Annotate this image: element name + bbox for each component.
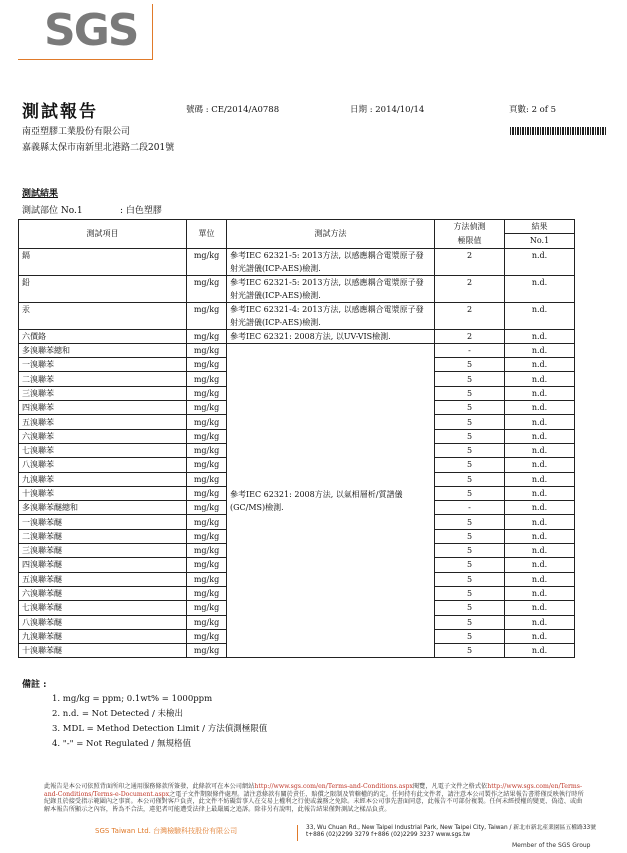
cell-unit: mg/kg xyxy=(187,386,227,400)
sgs-logo: SGS xyxy=(44,5,138,56)
report-title: 測試報告 xyxy=(22,102,98,122)
cell-result: n.d. xyxy=(505,629,575,643)
cell-item: 九溴聯苯 xyxy=(19,472,187,486)
cell-method: 參考IEC 62321-4: 2013方法, 以感應耦合電漿原子發射光譜儀(ICP-AES)檢測. xyxy=(227,302,435,329)
cell-result: n.d. xyxy=(505,358,575,372)
note-item: 1. mg/kg = ppm; 0.1wt% = 1000ppm xyxy=(52,694,213,704)
cell-item: 五溴聯苯醚 xyxy=(19,572,187,586)
cell-item: 六價鉻 xyxy=(19,329,187,343)
cell-mdl: 5 xyxy=(435,544,505,558)
footer-divider xyxy=(297,825,298,841)
member-label: Member of the SGS Group xyxy=(512,842,591,849)
cell-unit: mg/kg xyxy=(187,329,227,343)
cell-result: n.d. xyxy=(505,329,575,343)
table-row xyxy=(19,329,575,343)
cell-mdl: 5 xyxy=(435,615,505,629)
note-item: 4. "-" = Not Regulated / 無規格值 xyxy=(52,739,191,749)
cell-unit: mg/kg xyxy=(187,515,227,529)
header-item: 測試項目 xyxy=(19,220,187,249)
cell-result: n.d. xyxy=(505,615,575,629)
cell-item: 汞 xyxy=(19,302,187,329)
cell-unit: mg/kg xyxy=(187,615,227,629)
cell-mdl: 5 xyxy=(435,458,505,472)
terms-link[interactable]: http://www.sgs.com/en/Terms-and-Conditions.aspx xyxy=(254,783,413,790)
footer-contact-line: t+886 (02)2299 3279 f+886 (02)2299 3237 www.sgs.tw xyxy=(306,832,471,838)
cell-method: 參考IEC 62321: 2008方法, 以UV-VIS檢測. xyxy=(227,329,435,343)
cell-item: 多溴聯苯醚總和 xyxy=(19,501,187,515)
cell-mdl: 5 xyxy=(435,644,505,658)
cell-unit: mg/kg xyxy=(187,586,227,600)
cell-mdl: 2 xyxy=(435,329,505,343)
table-row xyxy=(19,248,575,275)
footer-text: 之電子文件期限條件處理。請注意條款有關於責任、賠償之限制及管轄權的約定。任何持有此文件者，請注意本公司製作之結果報告書將僅反映執行時所紀錄且於接受指示範圍內之事實。本公司僅對客戶負責，此文件不妨礙當事人在交易上權利之行使或義務之免除。未經本公司事先書面同意，此報告不可部份複製。任何未經授權的變更、偽造、或曲解本報告所顯示之內容，皆為不合法，違犯者可能遭受法律上最嚴厲之追訴。除非另有說明，此報告結果僅對測試之樣品負責。 xyxy=(44,790,584,813)
cell-item: 三溴聯苯醚 xyxy=(19,544,187,558)
footer-company: SGS Taiwan Ltd. 台灣檢驗科技股份有限公司 xyxy=(95,827,238,835)
cell-mdl: 5 xyxy=(435,601,505,615)
cell-mdl: 5 xyxy=(435,558,505,572)
cell-item: 七溴聯苯醚 xyxy=(19,601,187,615)
cell-result: n.d. xyxy=(505,572,575,586)
cell-unit: mg/kg xyxy=(187,529,227,543)
cell-result: n.d. xyxy=(505,415,575,429)
note-item: 3. MDL = Method Detection Limit / 方法偵測極限值 xyxy=(52,724,268,734)
cell-result: n.d. xyxy=(505,458,575,472)
cell-result: n.d. xyxy=(505,515,575,529)
cell-item: 七溴聯苯 xyxy=(19,443,187,457)
cell-unit: mg/kg xyxy=(187,644,227,658)
company-name: 南亞塑膠工業股份有限公司 xyxy=(22,127,131,137)
cell-item: 五溴聯苯 xyxy=(19,415,187,429)
header-mdl-sub: 極限值 xyxy=(435,234,505,248)
report-date: 日期 : 2014/10/14 xyxy=(350,105,425,115)
cell-item: 多溴聯苯總和 xyxy=(19,343,187,357)
cell-mdl: 5 xyxy=(435,415,505,429)
page-number: 頁數: 2 of 5 xyxy=(509,105,557,115)
cell-result: n.d. xyxy=(505,343,575,357)
cell-unit: mg/kg xyxy=(187,415,227,429)
footer-text: 閱覽，凡電子文件之格式依 xyxy=(412,783,488,790)
cell-unit: mg/kg xyxy=(187,458,227,472)
cell-mdl: 5 xyxy=(435,629,505,643)
table-row xyxy=(19,275,575,302)
cell-mdl: - xyxy=(435,343,505,357)
cell-mdl: 5 xyxy=(435,443,505,457)
notes-title: 備註 : xyxy=(22,680,47,690)
cell-unit: mg/kg xyxy=(187,544,227,558)
cell-item: 三溴聯苯 xyxy=(19,386,187,400)
cell-mdl: 5 xyxy=(435,472,505,486)
note-item: 2. n.d. = Not Detected / 未檢出 xyxy=(52,709,184,719)
cell-mdl: - xyxy=(435,501,505,515)
cell-result: n.d. xyxy=(505,443,575,457)
cell-method: 參考IEC 62321: 2008方法, 以氣相層析/質譜儀(GC/MS)檢測. xyxy=(227,343,435,658)
cell-item: 八溴聯苯醚 xyxy=(19,615,187,629)
header-result-sub: No.1 xyxy=(505,234,575,248)
cell-unit: mg/kg xyxy=(187,248,227,275)
cell-result: n.d. xyxy=(505,601,575,615)
cell-item: 九溴聯苯醚 xyxy=(19,629,187,643)
cell-mdl: 2 xyxy=(435,275,505,302)
cell-item: 八溴聯苯 xyxy=(19,458,187,472)
cell-item: 鉛 xyxy=(19,275,187,302)
cell-mdl: 5 xyxy=(435,586,505,600)
cell-unit: mg/kg xyxy=(187,343,227,357)
cell-mdl: 5 xyxy=(435,372,505,386)
cell-result: n.d. xyxy=(505,372,575,386)
cell-mdl: 5 xyxy=(435,529,505,543)
cell-mdl: 5 xyxy=(435,572,505,586)
cell-item: 二溴聯苯醚 xyxy=(19,529,187,543)
table-row xyxy=(19,343,575,357)
cell-mdl: 5 xyxy=(435,401,505,415)
results-table xyxy=(18,219,575,658)
header-result: 結果 xyxy=(505,220,575,234)
footer-address xyxy=(306,825,596,839)
cell-unit: mg/kg xyxy=(187,558,227,572)
cell-item: 四溴聯苯醚 xyxy=(19,558,187,572)
cell-mdl: 5 xyxy=(435,386,505,400)
cell-result: n.d. xyxy=(505,429,575,443)
cell-unit: mg/kg xyxy=(187,472,227,486)
notes-section xyxy=(22,677,267,752)
logo-divider-vertical xyxy=(152,4,153,60)
cell-result: n.d. xyxy=(505,401,575,415)
cell-item: 二溴聯苯 xyxy=(19,372,187,386)
cell-result: n.d. xyxy=(505,501,575,515)
cell-item: 一溴聯苯 xyxy=(19,358,187,372)
cell-item: 六溴聯苯醚 xyxy=(19,586,187,600)
cell-result: n.d. xyxy=(505,558,575,572)
cell-item: 一溴聯苯醚 xyxy=(19,515,187,529)
cell-unit: mg/kg xyxy=(187,601,227,615)
cell-mdl: 2 xyxy=(435,302,505,329)
footer-text: 此報告是本公司依照背面所印之通用服務條款所簽發，此條款可在本公司網站 xyxy=(44,783,255,790)
cell-unit: mg/kg xyxy=(187,302,227,329)
section-title: 測試結果 xyxy=(22,189,59,199)
cell-mdl: 2 xyxy=(435,248,505,275)
cell-item: 鎘 xyxy=(19,248,187,275)
cell-result: n.d. xyxy=(505,248,575,275)
cell-result: n.d. xyxy=(505,472,575,486)
cell-result: n.d. xyxy=(505,644,575,658)
part-label: 測試部位 No.1 xyxy=(22,206,83,216)
cell-unit: mg/kg xyxy=(187,429,227,443)
cell-method: 參考IEC 62321-5: 2013方法, 以感應耦合電漿原子發射光譜儀(ICP-AES)檢測. xyxy=(227,275,435,302)
cell-unit: mg/kg xyxy=(187,358,227,372)
table-row xyxy=(19,302,575,329)
header-unit: 單位 xyxy=(187,220,227,249)
barcode-image xyxy=(510,127,606,135)
cell-unit: mg/kg xyxy=(187,486,227,500)
header-mdl: 方法偵測 xyxy=(435,220,505,234)
cell-mdl: 5 xyxy=(435,515,505,529)
cell-result: n.d. xyxy=(505,275,575,302)
cell-result: n.d. xyxy=(505,544,575,558)
footer-address-line: 33, Wu Chuan Rd., New Taipei Industrial Park, New Taipei City, Taiwan / 新北市新北產業園區五權路33號 xyxy=(306,825,597,831)
cell-unit: mg/kg xyxy=(187,501,227,515)
cell-unit: mg/kg xyxy=(187,401,227,415)
cell-unit: mg/kg xyxy=(187,443,227,457)
footer-disclaimer xyxy=(44,783,584,813)
header-method: 測試方法 xyxy=(227,220,435,249)
e-document-link[interactable]: http://www.sgs.com/en/Terms-and-Conditions/Terms-e-Document.aspx xyxy=(44,783,583,798)
cell-mdl: 5 xyxy=(435,429,505,443)
cell-result: n.d. xyxy=(505,486,575,500)
cell-item: 十溴聯苯 xyxy=(19,486,187,500)
cell-unit: mg/kg xyxy=(187,629,227,643)
cell-item: 四溴聯苯 xyxy=(19,401,187,415)
cell-result: n.d. xyxy=(505,302,575,329)
cell-mdl: 5 xyxy=(435,486,505,500)
cell-unit: mg/kg xyxy=(187,275,227,302)
cell-item: 六溴聯苯 xyxy=(19,429,187,443)
cell-unit: mg/kg xyxy=(187,572,227,586)
cell-mdl: 5 xyxy=(435,358,505,372)
part-value: : 白色塑膠 xyxy=(120,206,162,216)
cell-unit: mg/kg xyxy=(187,372,227,386)
cell-result: n.d. xyxy=(505,386,575,400)
cell-result: n.d. xyxy=(505,586,575,600)
cell-item: 十溴聯苯醚 xyxy=(19,644,187,658)
report-number: 號碼 : CE/2014/A0788 xyxy=(186,105,280,115)
cell-method: 參考IEC 62321-5: 2013方法, 以感應耦合電漿原子發射光譜儀(ICP-AES)檢測. xyxy=(227,248,435,275)
logo-divider-horizontal xyxy=(18,59,153,60)
cell-result: n.d. xyxy=(505,529,575,543)
company-address: 嘉義縣太保市南新里北港路二段201號 xyxy=(22,143,175,153)
